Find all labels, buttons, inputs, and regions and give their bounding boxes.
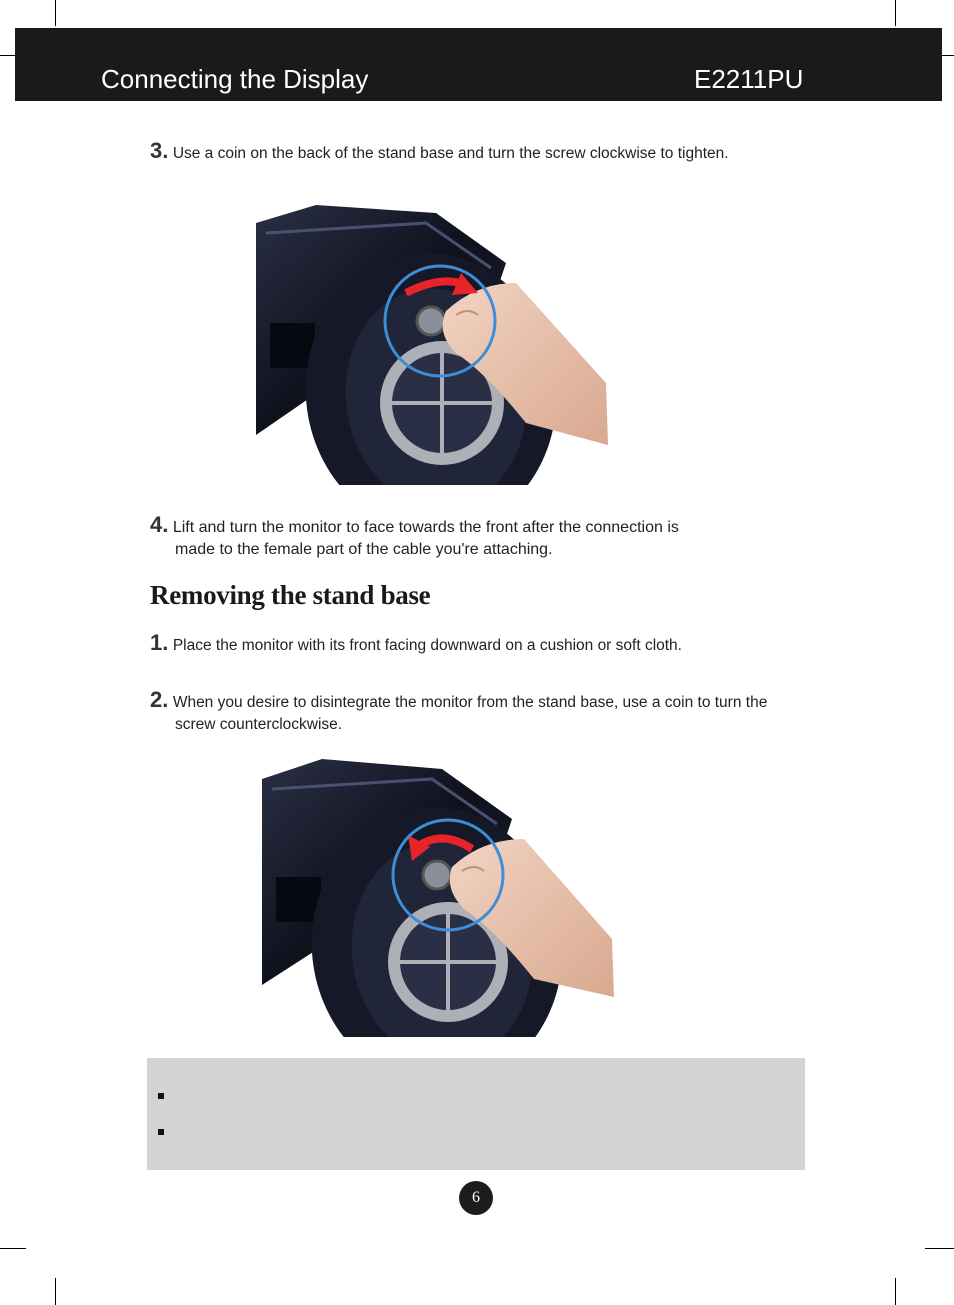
step-text: When you desire to disintegrate the monitor from the stand base, use a coin to turn the [172,694,768,711]
bullet-icon [158,1129,164,1135]
step-text: screw counterclockwise. [175,716,343,733]
step-3 [150,140,729,165]
page-number: 6 [459,1181,493,1215]
stand-base-tighten-photo [256,203,608,485]
crop-mark [895,1278,896,1305]
step-number: 2. [150,687,169,712]
bullet-icon [158,1093,164,1099]
remove-step-1 [150,632,682,657]
remove-step-2 [150,689,767,736]
stand-base-remove-photo [262,757,614,1037]
model-number: E2211PU [694,64,804,94]
note-box [147,1058,805,1170]
crop-mark [0,1248,26,1249]
step-number: 4. [150,512,169,537]
crop-mark [55,0,56,26]
step-number: 3. [150,138,169,163]
step-text: Use a coin on the back of the stand base and turn the screw clockwise to tighten. [172,145,729,162]
crop-mark [925,1248,954,1249]
step-text: Lift and turn the monitor to face towards the front after the connection is [172,519,679,536]
crop-mark [55,1278,56,1305]
step-text: Place the monitor with its front facing downward on a cushion or soft cloth. [172,637,682,654]
step-text: made to the female part of the cable you're attaching. [175,541,553,558]
crop-mark [895,0,896,26]
page-title: Connecting the Display [101,64,369,94]
step-number: 1. [150,630,169,655]
section-heading: Removing the stand base [150,580,431,610]
step-4 [150,514,679,561]
